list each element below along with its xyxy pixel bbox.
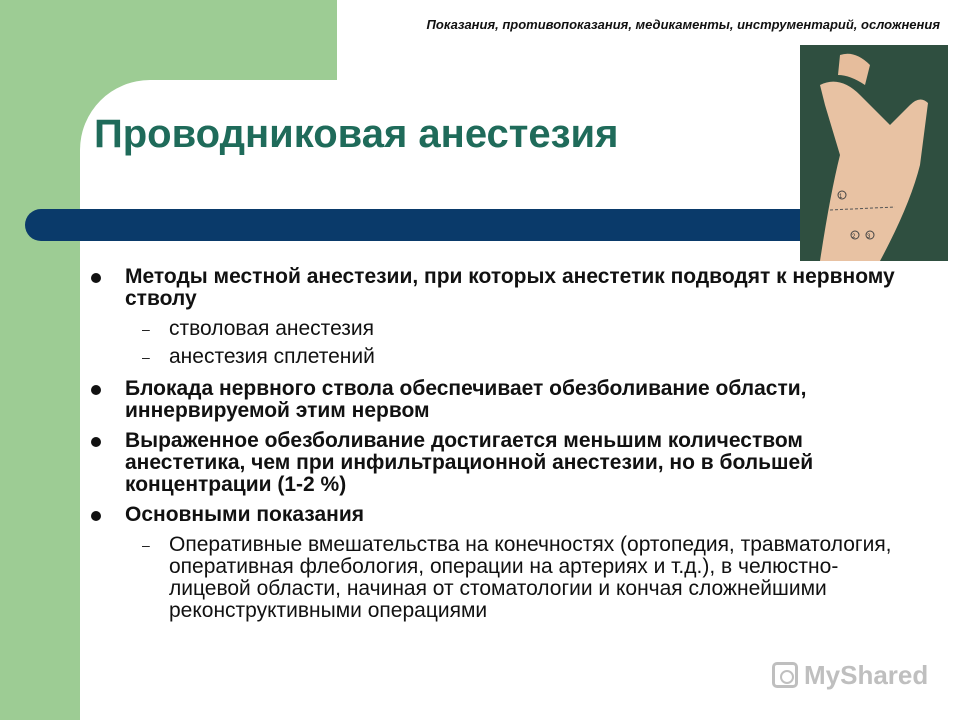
arm-illustration <box>800 45 948 261</box>
sub-item <box>85 346 905 368</box>
bullet-dot <box>91 273 101 283</box>
sub-item <box>85 318 905 340</box>
photo-label: 3 <box>867 234 871 240</box>
bullet-item <box>85 378 905 422</box>
dash-marker: – <box>142 537 150 553</box>
bullet-dot <box>91 437 101 447</box>
arm-photo <box>800 45 948 261</box>
bullet-text: Методы местной анестезии, при которых анестетик подводят к нервному стволу <box>125 265 895 310</box>
sub-item-text: анестезия сплетений <box>169 345 375 368</box>
photo-label: 2 <box>852 234 856 240</box>
sub-item-text: Оперативные вмешательства на конечностях (ортопедия, травматология, оперативная флебология, операции на артериях и т.д.), в челюстно-лицевой области, начиная от стоматологии и кончая сложнейшими реконструктивными операциями <box>169 533 892 622</box>
bullet-item <box>85 504 905 526</box>
header-subtitle: Показания, противопоказания, медикаменты, инструментарий, осложнения <box>426 17 940 32</box>
sub-item <box>85 534 905 622</box>
title-underline-bar <box>25 209 815 241</box>
bullet-item <box>85 430 905 496</box>
photo-label: 1 <box>839 194 843 200</box>
bullet-dot <box>91 511 101 521</box>
bullet-text: Выраженное обезболивание достигается меньшим количеством анестетика, чем при инфильтрационной анестезии, но в большей концентрации (1-2 %) <box>125 429 814 496</box>
bullet-text: Блокада нервного ствола обеспечивает обезболивание области, иннервируемой этим нервом <box>125 377 807 422</box>
bullet-item <box>85 266 905 310</box>
dash-marker: – <box>142 321 150 337</box>
bullet-dot <box>91 385 101 395</box>
sub-item-text: стволовая анестезия <box>169 317 375 340</box>
slide-title: Проводниковая анестезия <box>94 112 619 156</box>
dash-marker: – <box>142 349 150 365</box>
watermark <box>772 660 928 690</box>
watermark-text: MyShared <box>804 659 929 690</box>
top-decor-block <box>0 0 337 80</box>
myshared-logo-icon <box>772 662 798 688</box>
slide-content <box>85 266 905 628</box>
left-decor-band <box>0 0 80 720</box>
bullet-text: Основными показания <box>125 503 364 526</box>
